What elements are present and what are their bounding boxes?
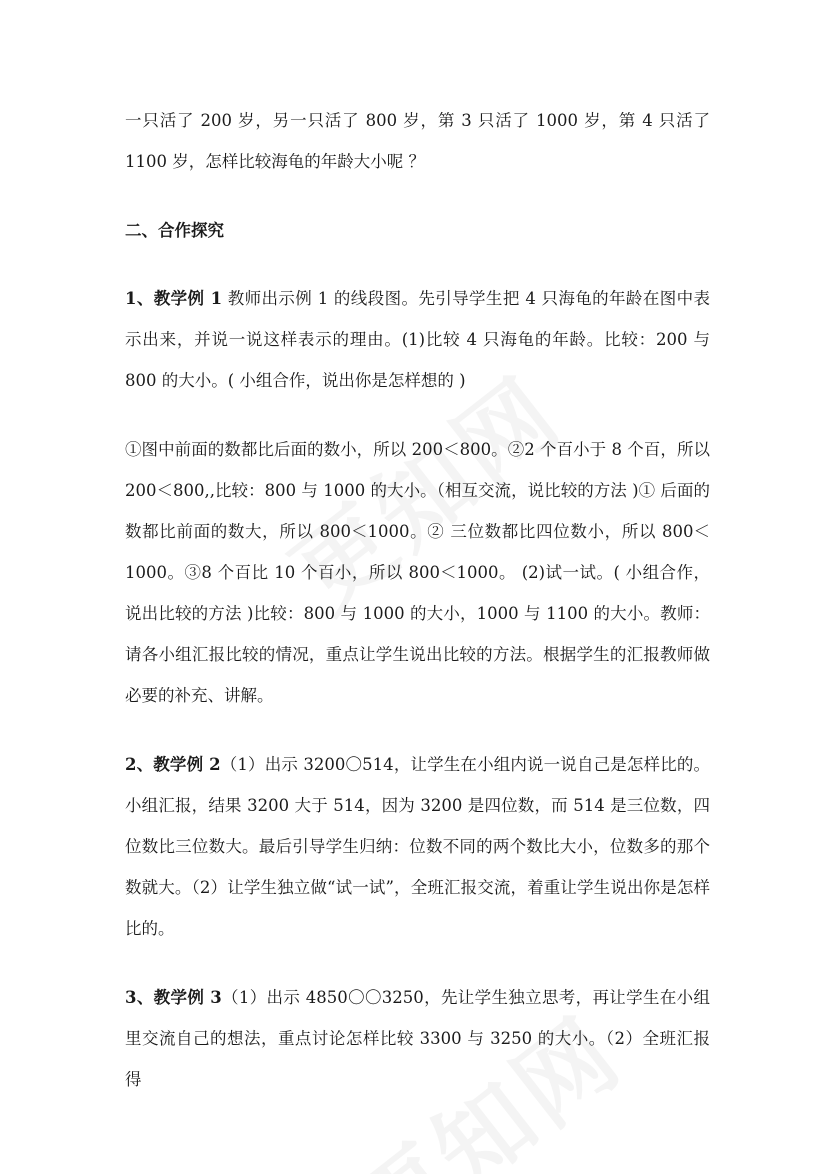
example-2-lead: 2、教学例 2 xyxy=(125,755,221,774)
example-3-lead: 3、教学例 3 xyxy=(125,988,222,1007)
example-2-body: （1）出示 3200〇514，让学生在小组内说一说自己是怎样比的。小组汇报，结果 3200 大于 514，因为 3200 是四位数，而 514 是三位数，四位数比三位数大。最后引导学生归纳：位数不同的两个数比大小，位数多的那个数就大。（2）让学生独立做“试一试”，全班汇报交流，着重让学生说出你是怎样比的。 xyxy=(125,755,710,938)
example-1-lead: 1、教学例 1 xyxy=(125,289,223,308)
example-1-body: 教师出示例 1 的线段图。先引导学生把 4 只海龟的年龄在图中表示出来，并说一说这样表示的理由。(1)比较 4 只海龟的年龄。比较：200 与 800 的大小。( 小组合作，说出你是怎样想的 ) xyxy=(125,289,710,390)
section-heading: 二、合作探究 xyxy=(125,221,224,240)
example-3-body: （1）出示 4850〇〇3250，先让学生独立思考，再让学生在小组里交流自己的想法，重点讨论怎样比较 3300 与 3250 的大小。（2）全班汇报得 xyxy=(125,988,710,1089)
example-1-paragraph xyxy=(125,278,710,401)
example-1-detail-paragraph: ①图中前面的数都比后面的数小，所以 200＜800。②2 个百小于 8 个百，所以 200＜800,,比较：800 与 1000 的大小。（相互交流，说比较的方法 )① 后面的数都比前面的数大，所以 800＜1000。② 三位数都比四位数小，所以 800＜1000。③8 个百比 10 个百小，所以 800＜1000。 (2)试一试。( 小组合作，说出比较的方法 )比较：800 与 1000 的大小，1000 与 1100 的大小。教师：请各小组汇报比较的情况，重点让学生说出比较的方法。根据学生的汇报教师做必要的补充、讲解。 xyxy=(125,440,710,705)
example-2-paragraph xyxy=(125,744,710,949)
example-3-paragraph xyxy=(125,977,710,1100)
intro-paragraph: 一只活了 200 岁，另一只活了 800 岁，第 3 只活了 1000 岁，第 4 只活了 1100 岁，怎样比较海龟的年龄大小呢 ？ xyxy=(125,111,710,171)
document-body xyxy=(125,100,710,1100)
